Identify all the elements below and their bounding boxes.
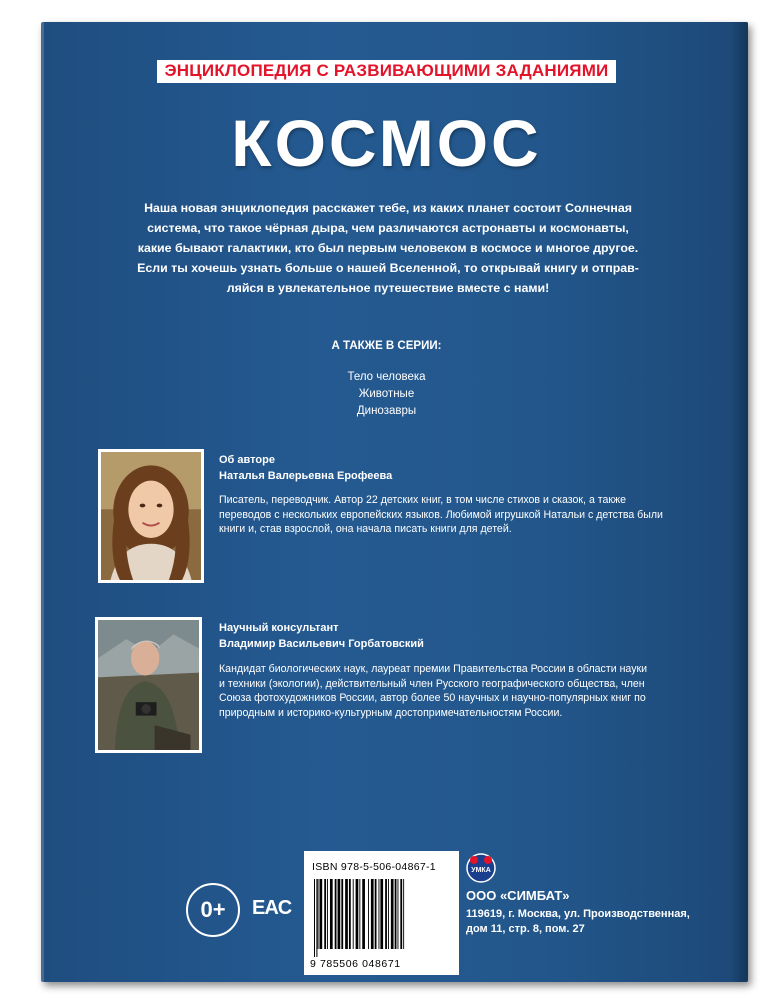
barcode-bar bbox=[362, 879, 365, 949]
barcode-bar bbox=[345, 879, 348, 949]
isbn-text: ISBN 978-5-506-04867-1 bbox=[312, 861, 436, 873]
bio-line: переводов с нескольких европейских языков. Любимой игрушкой Натальи с детства были bbox=[219, 508, 663, 521]
barcode-bar bbox=[341, 879, 343, 949]
barcode-bar bbox=[316, 879, 317, 957]
barcode-bar bbox=[335, 879, 337, 949]
svg-text:УМКА: УМКА bbox=[471, 867, 491, 874]
bio-line: Кандидат биологических наук, лауреат премии Правительства России в области науки bbox=[219, 663, 648, 675]
barcode-bar bbox=[398, 879, 399, 949]
address-line: 119619, г. Москва, ул. Производственная, bbox=[466, 908, 690, 920]
barcode-bar bbox=[338, 879, 341, 949]
barcode-bar bbox=[314, 879, 315, 957]
consultant-header bbox=[219, 620, 424, 652]
series-item: Животные bbox=[358, 388, 415, 400]
barcode-bar bbox=[380, 879, 383, 949]
barcode-bar bbox=[359, 879, 360, 949]
publisher-info bbox=[466, 888, 690, 937]
barcode-bar bbox=[320, 879, 323, 949]
publisher-address bbox=[466, 907, 690, 937]
series-heading: А ТАКЖЕ В СЕРИИ: bbox=[331, 340, 442, 352]
author-bio bbox=[219, 493, 687, 537]
barcode-bar bbox=[353, 879, 354, 949]
barcode-bar bbox=[385, 879, 387, 949]
intro-line: ляйся в увлекательное путешествие вместе с нами! bbox=[226, 281, 550, 295]
barcode-bar bbox=[379, 879, 380, 949]
barcode-bar bbox=[391, 879, 394, 949]
barcode bbox=[310, 879, 453, 957]
age-rating-badge: 0+ bbox=[186, 883, 240, 937]
publisher-name: ООО «СИМБАТ» bbox=[466, 888, 570, 903]
intro-line: какие бывают галактики, кто был первым человеком в космосе и многое другое. bbox=[137, 241, 639, 255]
consultant-photo bbox=[95, 617, 202, 753]
series-item: Тело человека bbox=[347, 371, 426, 383]
series-tagline: ЭНЦИКЛОПЕДИЯ С РАЗВИВАЮЩИМИ ЗАДАНИЯМИ bbox=[157, 60, 617, 83]
barcode-bar bbox=[330, 879, 333, 949]
barcode-bar bbox=[318, 879, 319, 949]
barcode-bar bbox=[324, 879, 326, 949]
bio-line: и техники (экологии), действительный член Русского географического общества, член bbox=[219, 677, 645, 690]
author-header bbox=[219, 452, 392, 484]
barcode-panel bbox=[304, 851, 459, 975]
bio-line: Союза фотохудожников России, автор более 50 научных и научно-популярных книг по bbox=[219, 692, 646, 704]
barcode-bar bbox=[400, 879, 402, 949]
barcode-bar bbox=[368, 879, 369, 949]
barcode-bar bbox=[375, 879, 377, 949]
author-photo bbox=[98, 449, 204, 583]
consultant-name: Владимир Васильевич Горбатовский bbox=[219, 638, 424, 650]
author-name: Наталья Валерьевна Ерофеева bbox=[219, 470, 393, 482]
barcode-bar bbox=[388, 879, 389, 949]
author-role: Об авторе bbox=[219, 454, 275, 466]
consultant-bio bbox=[219, 662, 687, 720]
tagline-wrap bbox=[0, 60, 773, 83]
barcode-bar bbox=[349, 879, 351, 949]
bio-line: Писатель, переводчик. Автор 22 детских книг, в том числе стихов и сказок, а также bbox=[219, 494, 627, 506]
eac-mark: EAC bbox=[252, 897, 292, 919]
barcode-bar bbox=[356, 879, 359, 949]
barcode-bar bbox=[395, 879, 397, 949]
barcode-bar bbox=[403, 879, 404, 949]
series-list bbox=[0, 369, 773, 420]
umka-logo bbox=[466, 853, 496, 883]
barcode-bar bbox=[371, 879, 374, 949]
intro-line: Наша новая энциклопедия расскажет тебе, из каких планет состоит Солнечная bbox=[144, 201, 632, 215]
address-line: дом 11, стр. 8, пом. 27 bbox=[466, 923, 585, 935]
intro-line: система, что такое чёрная дыра, чем различаются астронавты и космонавты, bbox=[147, 221, 629, 235]
barcode-bar bbox=[327, 879, 328, 949]
consultant-role: Научный консультант bbox=[219, 622, 339, 634]
series-item: Динозавры bbox=[356, 405, 417, 417]
book-title: КОСМОС bbox=[231, 106, 542, 180]
intro-text bbox=[98, 198, 678, 298]
barcode-number: 9 785506 048671 bbox=[310, 958, 401, 970]
intro-line: Если ты хочешь узнать больше о нашей Вселенной, то открывай книгу и отправ- bbox=[137, 261, 639, 275]
bio-line: природным и историко-культурным достопримечательностям России. bbox=[219, 706, 563, 719]
bio-line: книги и, став взрослой, она начала писать книги для детей. bbox=[219, 523, 512, 535]
